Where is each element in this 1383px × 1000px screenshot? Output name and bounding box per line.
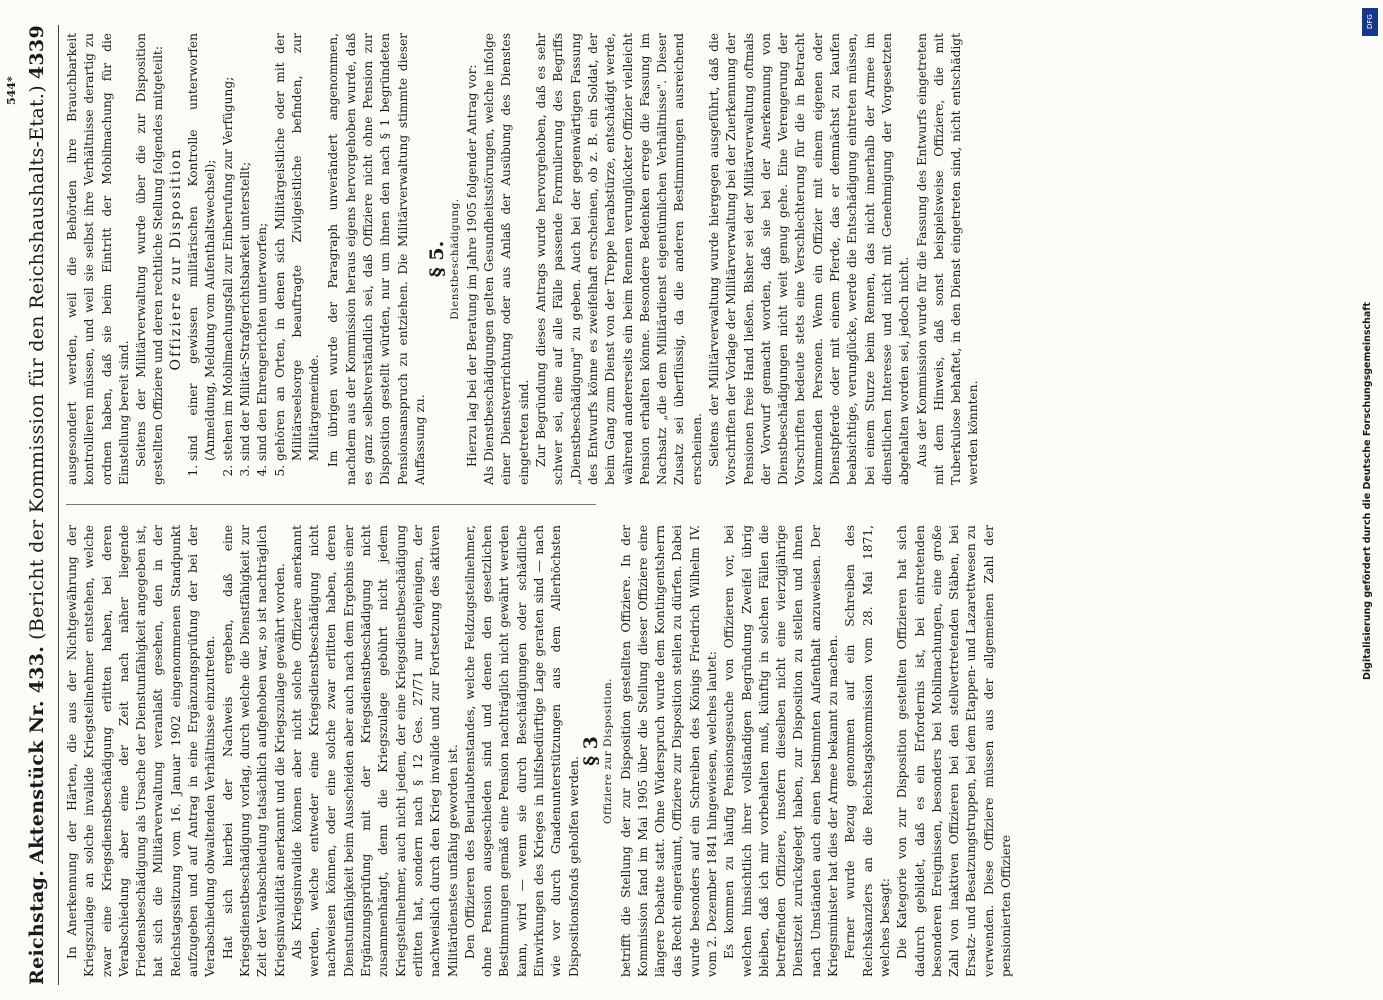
paragraph: Aus der Kommission wurde für die Fassung des Entwurfs eingetreten mit dem Hinweis, daß sonst beispielsweise Offiziere, die mit Tuberkulose behaftet, in den Dienst eingetreten sind, nicht entschädigt werden könnten. <box>914 33 981 485</box>
digitization-sidebar <box>1359 0 1381 1000</box>
motion-text: Als Dienstbeschädigungen gelten Gesundheitsstörungen, welche infolge einer Dienstverrichtung oder aus Anlaß der Ausübung des Dienstes eingetreten sind. <box>482 33 531 485</box>
sheet-signature: 544* <box>5 76 18 105</box>
section-subheading: Dienstbeschädigung. <box>448 198 461 320</box>
digitization-note: Digitalisierung gefördert durch die Deutsche Forschungsgemeinschaft <box>1362 302 1373 680</box>
list-item: 2. stehen im Mobilmachungsfall zur Einberufung zur Verfügung; <box>220 33 237 461</box>
paragraph: Hat sich hierbei der Nachweis ergeben, daß eine Kriegsdienstbeschädigung vorlag, durch welche die Dienstfähigkeit zur Zeit der Verabschiedung tatsächlich aufgehoben war, so ist nachträglich Kriegsinvalidität anerkannt und die Kriegszulage gewährt worden. <box>220 525 287 977</box>
section-heading: § 3 <box>579 736 602 766</box>
left-column <box>64 525 1015 977</box>
section-subheading: Offiziere zur Disposition. <box>602 677 615 825</box>
list-item: 4. sind den Ehrengerichten unterworfen; <box>254 33 271 461</box>
header-rule <box>58 25 59 985</box>
column-divider <box>66 504 596 505</box>
paragraph: Hierzu lag bei der Beratung im Jahre 1905 folgender Antrag vor: <box>464 64 479 467</box>
paragraph: ausgesondert werden, weil die Behörden ihre Brauchbarkeit kontrollieren müssen, und weil sie selbst ihre Verhältnisse derartig zu ordnen haben, daß sie beim Eintritt der Mobilmachung für die Einstellung bereit sind. <box>65 33 131 485</box>
paragraph: Seitens der Militärverwaltung wurde über die zur Disposition gestellten Offiziere und deren rechtliche Stellung folgendes mitgeteilt: <box>134 33 166 485</box>
disposition-list <box>185 33 323 485</box>
header-subtitle: (Bericht der Kommission für den Reichshaushalts-Etat.) <box>26 85 48 640</box>
paragraph: Ferner wurde Bezug genommen auf ein Schreiben des Reichskanzlers an die Reichstagskommission vom 28. Mai 1871, welches besagt: <box>843 525 892 977</box>
paragraph: Im übrigen wurde der Paragraph unverändert angenommen, nachdem aus der Kommission heraus eigens hervorgehoben wurde, daß es ganz selbstverständlich sei, daß Offiziere nicht ohne Pension zur Disposition gestellt würden, nur um ihnen den nach § 1 begründeten Pensionsanspruch zu entziehen. Die Militärverwaltung stimmte dieser Auffassung zu. <box>326 33 427 485</box>
quoted-paragraph: Es kommen zu häufig Pensionsgesuche von Offizieren vor, bei welchen hinsichtlich ihrer vollständigen Begründung Zweifel übrig bleiben, daß ich mir vorbehalten muß, künftig in solchen Fällen die betreffenden Offiziere, insofern dieselben nicht eine vierzigjährige Dienstzeit zurückgelegt haben, zur Disposition zu stellen und ihnen nach Umständen auch einen bestimmten Aufenthalt anzuweisen. Der Kriegsminister hat dies der Armee bekannt zu machen. <box>722 525 841 977</box>
rotated-page-content <box>5 25 1320 985</box>
header-center: Aktenstück Nr. 433. <box>26 645 48 864</box>
right-column <box>64 33 983 485</box>
list-item: 5. gehören an Orten, in denen sich Militärgeistliche oder mit der Militärseelsorge beauftragte Zivilgeistliche befinden, zur Militärgemeinde. <box>272 33 324 461</box>
paragraph: Als Kriegsinvalide können aber nicht solche Offiziere anerkannt werden, welche entweder eine Kriegsdienstbeschädigung nicht nachweisen können, oder eine solche zwar erlitten haben, deren Dienstunfähigkeit beim Ausscheiden aber auch nach dem Ergebnis einer Ergänzungsprüfung mit der Kriegsdienstbeschädigung nicht zusammenhängt, denn die Kriegszulage gebührt nicht jedem Kriegsteilnehmer, auch nicht jedem, der eine Kriegsdienstbeschädigung erlitten hat, sondern nach § 12 Ges. 27/71 nur denjenigen, der nachweislich durch den Krieg invalide und zur Fortsetzung des aktiven Militärdienstes unfähig geworden ist. <box>289 525 460 977</box>
list-item: 1. sind einer gewissen militärischen Kontrolle unterworfen (Anmeldung, Meldung vom Aufenthaltswechsel); <box>185 33 220 461</box>
paragraph: betrifft die Stellung der zur Disposition gestellten Offiziere. In der Kommission fand im Mai 1905 über die Stellung dieser Offiziere eine längere Debatte statt. Ohne Widerspruch wurde dem Kontingentsherrn das Recht eingeräumt, Offiziere zur Disposition stellen zu dürfen. Dabei wurde besonders auf ein Schreiben des Königs Friedrich Wilhelm IV. vom 2. Dezember 1841 hingewiesen, welches lautet: <box>618 525 719 977</box>
header-left: Reichstag. <box>26 869 48 985</box>
list-heading: Offiziere zur Disposition <box>167 147 184 371</box>
paragraph: Seitens der Militärverwaltung wurde hiergegen ausgeführt, daß die Vorschriften der Vorlage der Militärverwaltung bei der Zuerkennung der Pensionen freie Hand ließen. Bisher sei der Militärverwaltung oftmals der Vorwurf gemacht worden, daß sie bei der Anerkennung von Dienstbeschädigungen nicht weit genug gehe. Eine Verengerung der Vorschriften bedeute stets eine Verschlechterung für die in Betracht kommenden Personen. Wenn ein Offizier mit einem eigenen oder Dienstpferde oder mit einem Pferde, das er demnächst zu kaufen beabsichtige, verunglücke, werde die Entschädigung eintreten müssen, bei einem Sturze beim Rennen, das nicht innerhalb der Armee im dienstlichen Interesse und nicht mit Genehmigung der Vorgesetzten abgehalten worden sei, jedoch nicht. <box>706 33 912 485</box>
list-item: 3. sind der Militär-Strafgerichtsbarkeit unterstellt; <box>237 33 254 461</box>
paragraph: Zur Begründung dieses Antrags wurde hervorgehoben, daß es sehr schwer sei, eine auf alle Fälle passende Formulierung des Begriffs „Dienstbeschädigung" zu geben. Auch bei der gegenwärtigen Fassung des Entwurfs könne es zweifelhaft erscheinen, ob z. B. ein Soldat, der beim Gang zum Dienst von der Treppe herabstürze, entschädigt werde, während andererseits ein beim Rennen verunglückter Offizier vielleicht Pension erhalten könne. Besondere Bedenken errege die Fassung im Nachsatz „die dem Militärdienst eigentümlichen Verhältnisse". Dieser Zusatz sei überflüssig, da die anderen Bestimmungen ausreichend erscheinen. <box>534 33 704 485</box>
section-heading: § 5. <box>426 240 449 278</box>
page-header <box>20 25 54 985</box>
dfg-logo: DFG <box>1362 8 1378 36</box>
paragraph: In Anerkennung der Härten, die aus der Nichtgewährung der Kriegszulage an solche invalide Kriegsteilnehmer entstehen, welche zwar eine Kriegsdienstbeschädigung erlitten haben, bei deren Verabschiedung aber eine der Zeit nach näher liegende Friedensbeschädigung als Ursache der Dienstunfähigkeit angegeben ist, hat sich die Militärverwaltung veranlaßt gesehen, den in der Reichstagssitzung vom 16. Januar 1902 eingenommenen Standpunkt aufzugeben und auf Antrag in eine Ergänzungsprüfung der bei der Verabschiedung obwaltenden Verhältnisse einzutreten. <box>65 525 218 977</box>
paragraph: Den Offizieren des Beurlaubtenstandes, welche Feldzugsteilnehmer, ohne Pension ausgeschieden sind und denen den gesetzlichen Bestimmungen gemäß eine Pension nachträglich nicht gewährt werden kann, wird — wenn sie durch Beschädigungen oder schädliche Einwirkungen des Krieges in hilfsbedürftige Lage geraten sind — nach wie vor durch Gnadenunterstützungen aus dem Allerhöchsten Dispositionsfonds geholfen werden. <box>462 525 581 977</box>
page-number: 4339 <box>26 25 48 80</box>
quoted-paragraph: Die Kategorie von zur Disposition gestellten Offizieren hat sich dadurch gebildet, daß es ein Erfordernis ist, bei eintretenden besonderen Ereignissen, besonders bei Mobilmachungen, eine große Zahl von inaktiven Offizieren bei den stellvertretenden Stäben, bei Ersatz- und Besatzungstruppen, bei dem Etappen- und Lazarettwesen zu verwenden. Diese Offiziere müssen aus der allgemeinen Zahl der pensionierten Offiziere <box>895 525 1014 977</box>
